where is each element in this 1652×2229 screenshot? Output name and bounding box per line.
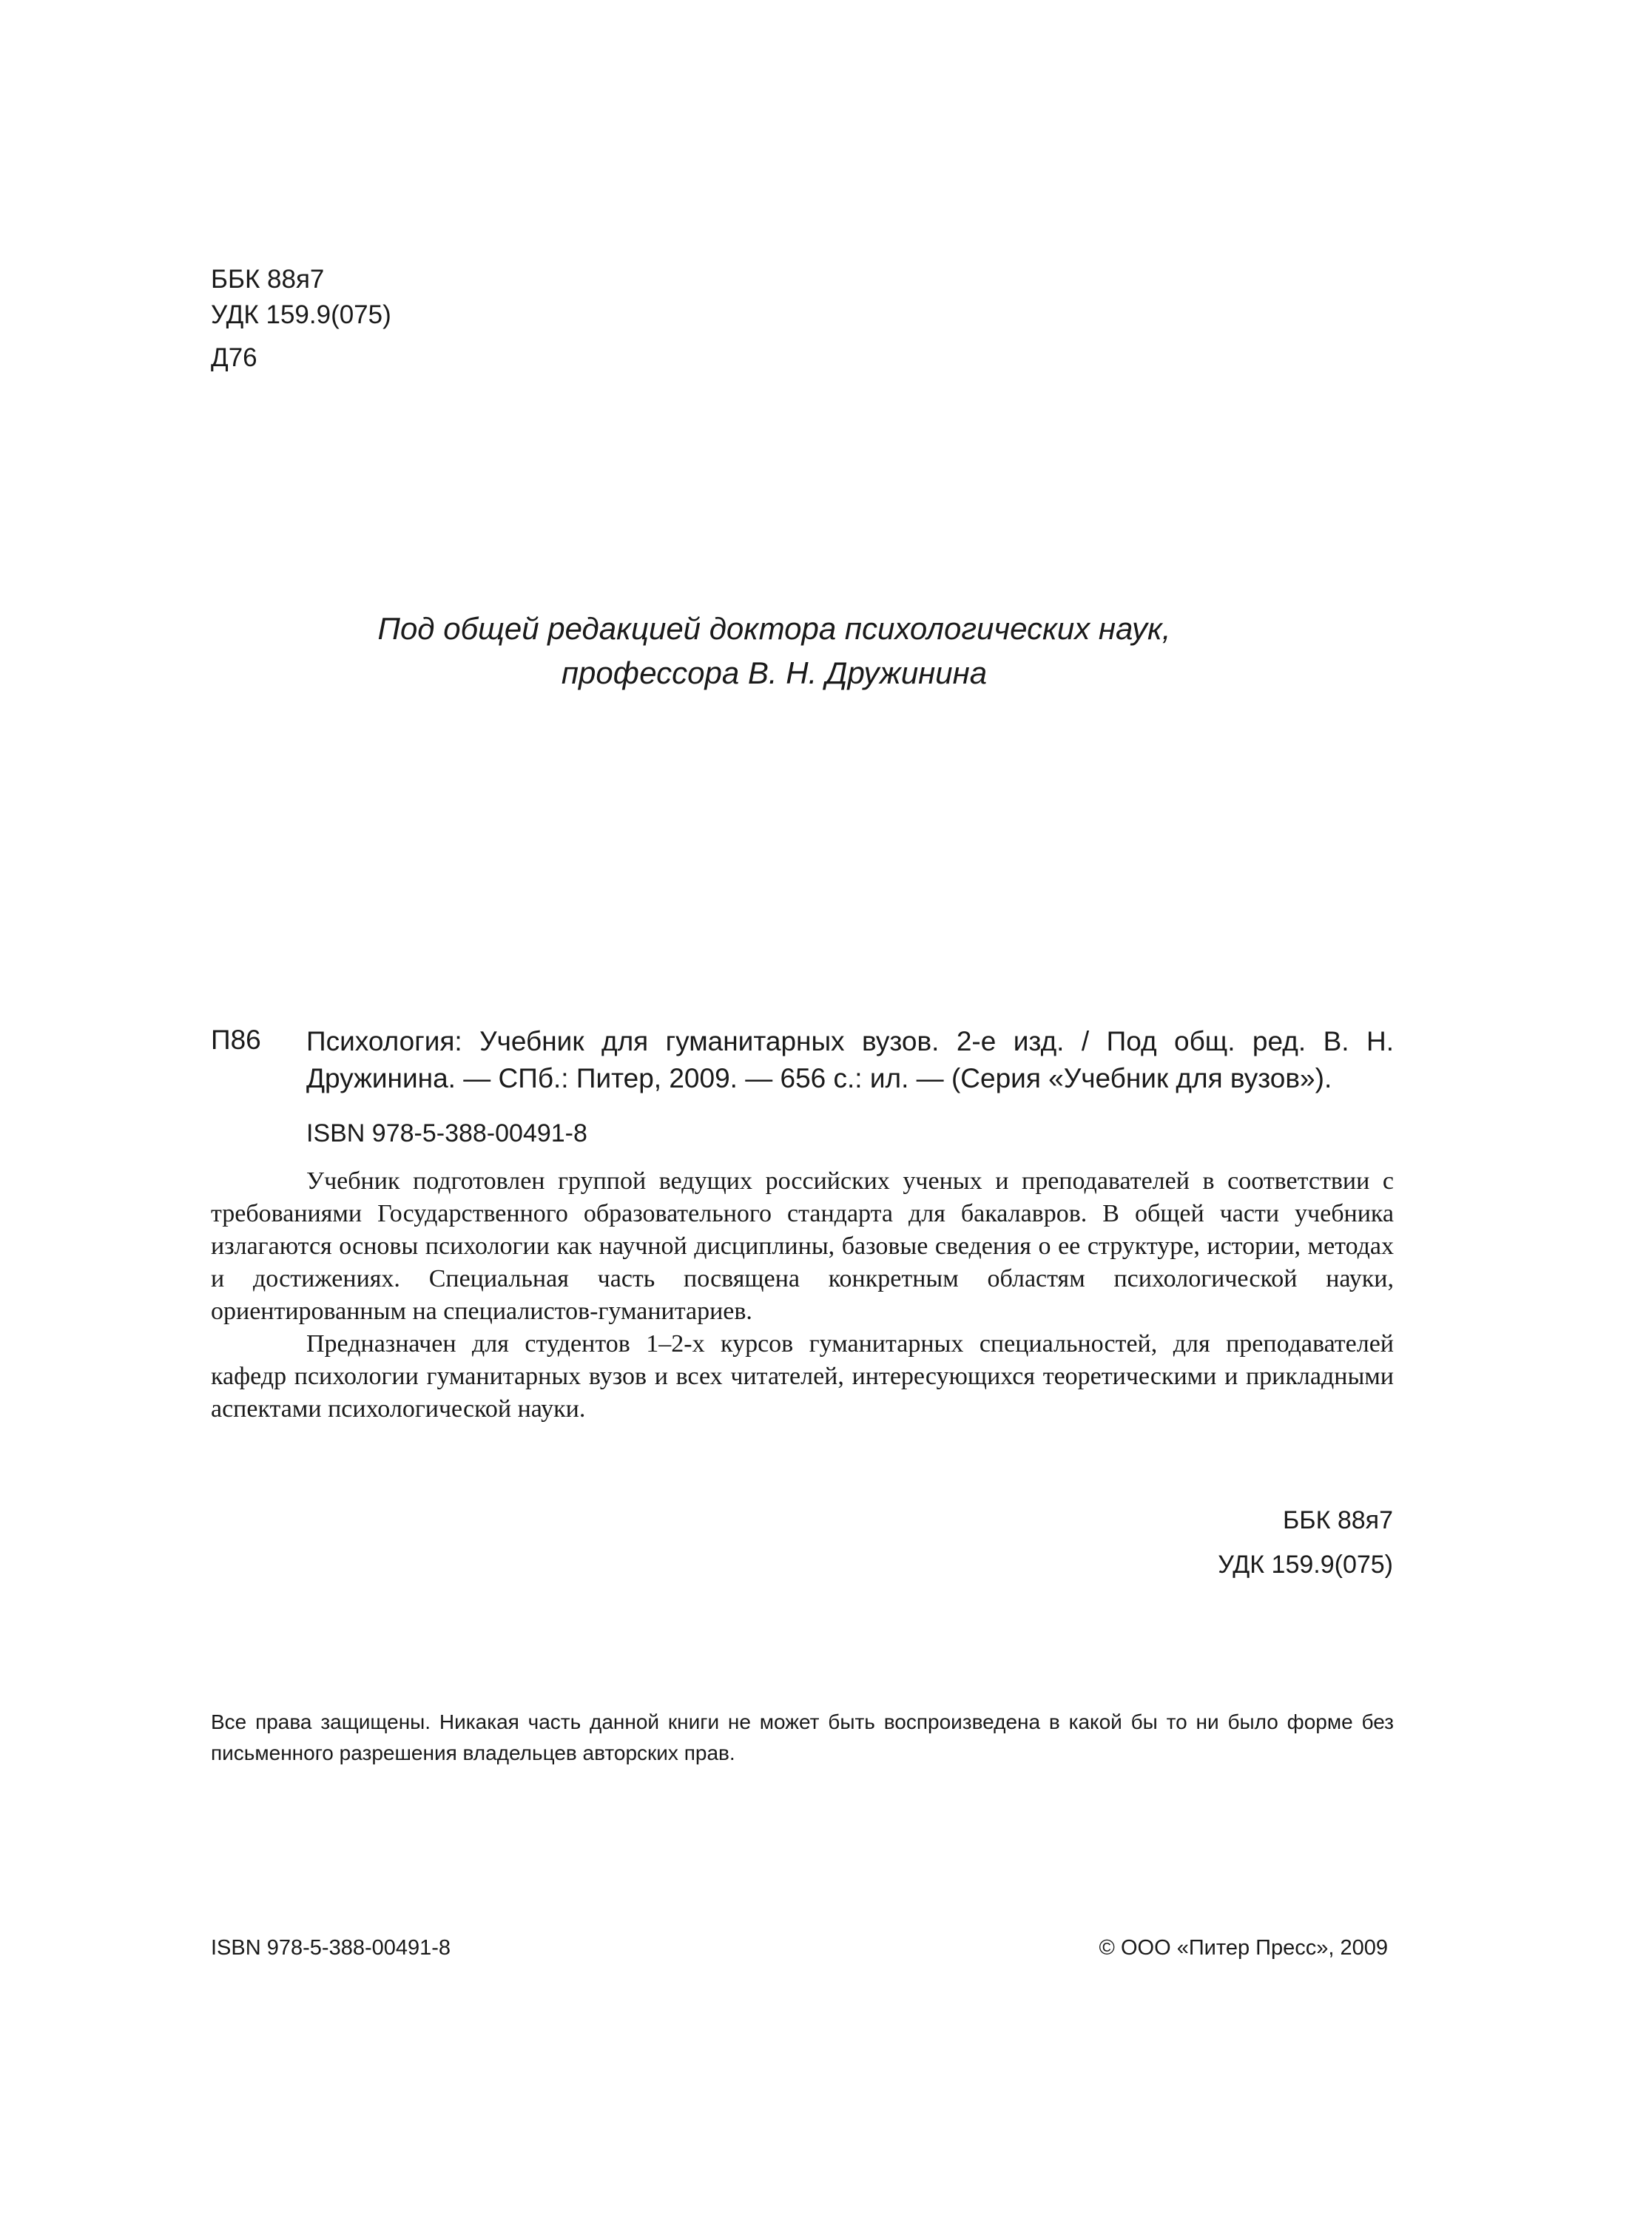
bbk-code-bottom: ББК 88я7: [1282, 1506, 1393, 1534]
footer-copyright: © ООО «Питер Пресс», 2009: [1099, 1936, 1388, 1960]
isbn-record: ISBN 978-5-388-00491-8: [306, 1119, 587, 1147]
bbk-code-top: ББК 88я7: [211, 265, 325, 294]
bibliographic-description: Психология: Учебник для гуманитарных вузов. 2-е изд. / Под общ. ред. В. Н. Дружинина. — СПб.: Питер, 2009. — 656 с.: ил. — (Серия «Учебник для вузов»).: [306, 1026, 1394, 1093]
annotation: [211, 1165, 1394, 1426]
author-mark: Д76: [211, 343, 257, 372]
library-code: П86: [211, 1025, 261, 1055]
annotation-paragraph-2: Предназначен для студентов 1–2-х курсов гуманитарных специальностей, для преподавателей кафедр психологии гуманитарных вузов и всех читателей, интересующихся теоретическими и прикладными аспектами психологической науки.: [211, 1330, 1394, 1423]
annotation-paragraph-1: Учебник подготовлен группой ведущих российских ученых и преподавателей в соответствии с требованиями Государственного образовательного стандарта для бакалавров. В общей части учебника излагаются основы психологии как научной дисциплины, базовые сведения о ее структуре, истории, методах и достижениях. Специальная часть посвящена конкретным областям психологической науки, ориентированным на специалистов-гуманитариев.: [211, 1167, 1394, 1325]
udk-code-bottom: УДК 159.9(075): [1218, 1551, 1393, 1579]
editor-line-1: Под общей редакцией доктора психологических наук,: [377, 611, 1171, 646]
udk-code-top: УДК 159.9(075): [211, 300, 391, 329]
editor-line-2: профессора В. Н. Дружинина: [561, 655, 988, 690]
rights-notice: Все права защищены. Никакая часть данной книги не может быть воспроизведена в какой бы то ни было форме без письменного разрешения владельцев авторских прав.: [211, 1710, 1394, 1764]
footer-isbn: ISBN 978-5-388-00491-8: [211, 1936, 451, 1960]
